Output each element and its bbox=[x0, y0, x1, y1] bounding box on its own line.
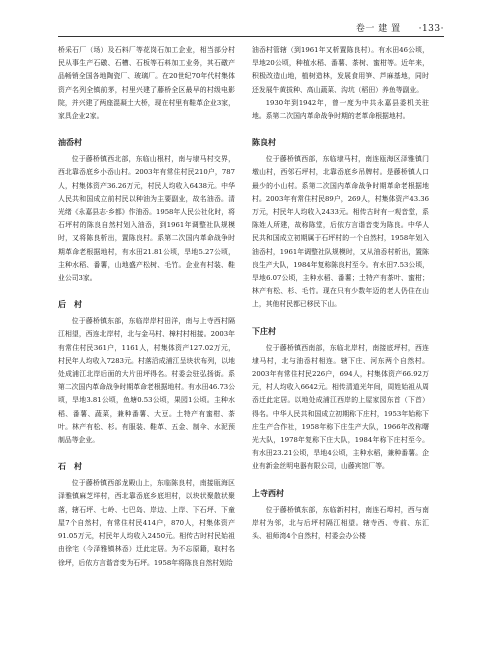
paragraph: 位于藤桥镇西部，东临埭马村，南连瓯海区泽雅镇门墩山村，西邻石坪村，北靠岙底乡吊牌村。是藤桥镇人口最少的小山村。系第二次国内革命战争时期革命老根据地村。2003年有常住村民89户，269人，村集体资产43.36万元，村民年人均收入2433元。相传古时有一观音堂，系陈姓人所建，故称陈堂，后依方言谐音变为陈良。中华人民共和国成立初期属于石坪村的一个自然村，1958年划入油岙村，1961年调整社队规模时，又从油岙村析出，置陈良生产大队，1984年复称陈良村至今。有水田7.53公顷，旱地6.07公顷，主种水稻、番薯；土特产有茶叶、蜜柑；林产有松、杉、毛竹。现在只有少数年迈的老人仍住在山上，其他村民都已移民下山。 bbox=[252, 155, 429, 309]
left-column bbox=[58, 44, 235, 570]
page-number: ·133· bbox=[418, 24, 444, 34]
section-heading: 下庄村 bbox=[252, 325, 276, 336]
section-heading: 上寺西村 bbox=[252, 487, 284, 498]
paragraph: 桥采石厂（场）及石料厂等花岗石加工企业，相当部分村民从事生产石礅、石槽、石板等石料加工业务，其石礅产品畅销全国各地陶瓷厂、玻璃厂。在20世纪70年代村集体资产名列全镇前茅，村里兴建了藤桥全区最早的村级电影院，并兴建了两座混凝土大桥，现在村里有鞋革企业3家，家具企业2家。 bbox=[58, 46, 235, 121]
section-heading: 石 村 bbox=[58, 461, 82, 472]
paragraph: 1930年到1942年，曾一度为中共永嘉县委机关驻地。系第二次国内革命战争时期的老革命根据地村。 bbox=[252, 98, 429, 121]
paragraph: 油岙村管辖（到1961年又析置陈良村）。有水田46公顷，旱地20公顷，种植水稻、番薯、茶树、蜜柑等。近年来，积极改造山地，植树造林，发展食用笋、芦麻基地，同时还发展牛黄拔种、高山蔬菜、沟坑（稻田）养鱼等副业。 bbox=[252, 46, 429, 94]
paragraph: 位于藤桥镇东部，东临岸岸村田洋，南与上寺西村隔江相望，西连北岸村，北与金马村、樟村村相接。2003年有常住村民361户，1161人，村集体资产127.02万元，村民年人均收入7283元。村落沿成浦江呈块状布列，以地处成浦江北岸后面的大片田坪得名。村委会驻弘扬街。系第二次国内革命战争时期革命老根据地村。有水田46.73公顷，旱地3.81公顷，鱼塘0.53公顷，果园1公顷。主种水稻、番薯、蔬菜，兼种番薯、大豆。土特产有蜜柑、茶叶。林产有松、杉。有服装、鞋革、五金、制伞、水泥预制品等企业。 bbox=[58, 317, 235, 445]
section-heading: 后 村 bbox=[58, 299, 82, 310]
running-header bbox=[58, 18, 444, 37]
paragraph: 位于藤桥镇西部龙殿山上，东临陈良村，南接瓯海区泽雅镇麻芝垟村，西北靠岙底乡底坦村，以块状聚散状聚落，辖石坪、七岭、七巴岛、岸边、上岸、下石坪、下童屋7个自然村，有常住村民414户，870人，村集体资产91.05万元，村民年人均收入2450元。相传古时村民始祖由徐宅（今泽雅镇林岙）迁此定居。为不忘原籍，取村名徐坪，后依方言谐音变为石坪。1958年将陈良自然村划给 bbox=[58, 479, 235, 567]
section-heading: 油岙村 bbox=[58, 137, 82, 148]
section-heading: 陈良村 bbox=[252, 137, 276, 148]
paragraph: 位于藤桥镇西北部，东临山根村，南与埭马村交界，西北靠岙底乡小岙山村。2003年有常住村民210户，787人，村集体资产36.26万元，村民人均收入6438元。中华人民共和国成立前村民以种油为主要副业，故名油岙。清光绪《永嘉县志·乡都》作油岙。1958年人民公社化时，将石坪村的陈良自然村划入油岙，到1961年调整社队规模时，又将陈良析出，置陈良村。系第二次国内革命战争时期革命老根据地村，有水田21.81公顷，旱地5.27公顷，主种水稻、番薯，山地盛产松树、毛竹。企业有村装、鞋业公司3家。 bbox=[58, 155, 235, 283]
right-column bbox=[252, 44, 429, 543]
paragraph: 位于藤桥镇东部，东临新村村，南连石埠村，西与南岸村为邻，北与后坪村隔江相望。辖寺西、寺前、东汇头、祖师湾4个自然村，村委会办公楼 bbox=[252, 505, 429, 541]
paragraph: 位于藤桥镇西南部，东临北岸村，南接底坪村，西连埭马村，北与油岙村相连。辖下庄、河东两个自然村。2003年有常住村民226户，694人，村集体资产66.92万元，村人均收入6642元。相传清道光年间，周姓始祖从周岙迁此定居。以地处成浦江西岸的上屋家园东首（下首）得名。中华人民共和国成立初期称下庄村，1953年始称下庄生产合作社，1958年称下庄生产大队，1966年改称曙光大队，1978年复称下庄大队，1984年称下庄村至今。有水田23.21公顷，旱地4公顷，主种水稻，兼种番薯。企业有新金丝明电器有限公司，山藤宾馆厂等。 bbox=[252, 343, 429, 471]
chapter-title: 卷一 建 置 bbox=[355, 24, 401, 34]
